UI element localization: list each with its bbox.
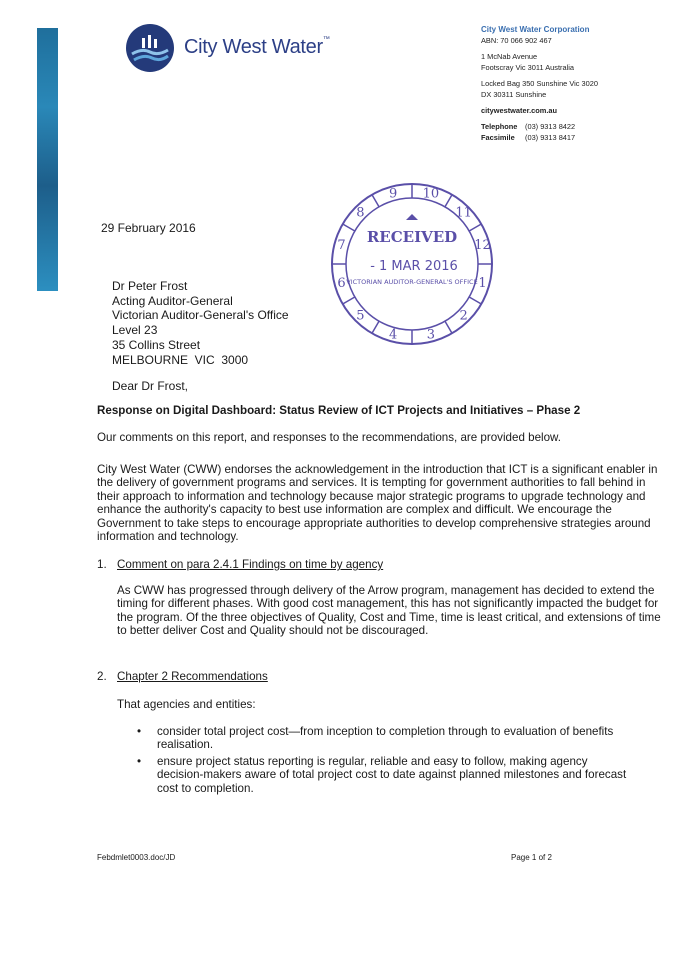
corp-dx: DX 30311 Sunshine: [481, 90, 547, 99]
corp-locked-bag: Locked Bag 350 Sunshine Vic 3020: [481, 79, 598, 88]
list-item: • ensure project status reporting is regular, reliable and easy to follow, making agency decision-makers aware of total project cost to date against planned milestones and forecast cost to completion.: [137, 754, 627, 795]
logo-wordmark: City West Water™: [184, 36, 330, 58]
stamp-ring-tick: [445, 195, 452, 207]
stamp-date: - 1 MAR 2016: [370, 259, 458, 274]
subject-line: Response on Digital Dashboard: Status Review of ICT Projects and Initiatives – Phase 2: [97, 404, 581, 417]
corp-address-1: 1 McNab Avenue: [481, 52, 538, 61]
stamp-ring-number: 1: [478, 275, 487, 291]
section-1-heading: 1. Comment on para 2.4.1 Findings on time by agency: [97, 558, 384, 571]
received-stamp: [328, 180, 496, 348]
stamp-ring-number: 3: [426, 327, 436, 343]
stamp-ring-tick: [343, 224, 355, 231]
paragraph-intro: Our comments on this report, and responses to the recommendations, are provided below.: [97, 431, 561, 444]
stamp-ring-tick: [445, 321, 452, 333]
stamp-ring-number: 12: [474, 238, 491, 254]
stamp-ring-number: 10: [422, 186, 440, 202]
stamp-org: VICTORIAN AUDITOR-GENERAL'S OFFICE: [346, 278, 478, 286]
salutation: Dear Dr Frost,: [112, 379, 189, 393]
section-1-body: As CWW has progressed through delivery of the Arrow program, management has decided to extend the timing for different phases. With good cost management, this has not significantly impacted the budget for the program. Of the three objectives of Quality, Cost and Time, time is least critical, and extensions of time to better deliver Cost and Quality should not be discouraged.: [117, 584, 661, 638]
letter-date: 29 February 2016: [101, 221, 196, 235]
stamp-ring-tick: [469, 224, 481, 231]
corporate-details: [481, 24, 598, 143]
stamp-ring-number: 5: [356, 308, 365, 324]
corp-abn: ABN: 70 066 902 467: [481, 36, 552, 45]
paragraph-endorsement: City West Water (CWW) endorses the acknowledgement in the introduction that ICT is a significant enabler in the delivery of government programs and services. It is tempting for government authorities to fall behind in their approach to information and technology because major strategic programs to upgrade technology and enhance the authority's capacity to best use information are complex and difficult. We encourage the Government to take steps to encourage appropriate authorities to develop comprehensive strategies around information and technology.: [97, 463, 658, 544]
side-color-bar: [37, 28, 58, 291]
stamp-ring-number: 2: [459, 308, 468, 324]
logo-icon: [126, 24, 174, 72]
corp-telephone: Telephone (03) 9313 8422: [481, 122, 576, 131]
footer-reference: Febdmlet0003.doc/JD: [97, 853, 176, 862]
stamp-ring-number: 9: [388, 186, 398, 202]
stamp-ring-number: 6: [337, 275, 346, 291]
recipient-address: Dr Peter Frost Acting Auditor-General Victorian Auditor-General's Office Level 23 35 Collins Street MELBOURNE VIC 3000: [112, 279, 289, 367]
section-2-intro: That agencies and entities:: [117, 698, 256, 711]
stamp-ring-number: 8: [356, 205, 365, 221]
recommendation-list: [133, 725, 633, 798]
stamp-ring-number: 11: [455, 205, 472, 221]
section-2-heading: 2. Chapter 2 Recommendations: [97, 670, 268, 683]
stamp-ring-tick: [469, 297, 481, 304]
corp-address-2: Footscray Vic 3011 Australia: [481, 63, 574, 72]
stamp-ring-number: 7: [337, 238, 346, 254]
corp-name: City West Water Corporation: [481, 25, 590, 34]
corp-facsimile: Facsimile (03) 9313 8417: [481, 133, 576, 142]
stamp-ring-tick: [372, 195, 379, 207]
stamp-ring-tick: [372, 321, 379, 333]
corp-website[interactable]: citywestwater.com.au: [481, 106, 557, 115]
stamp-ring-tick: [343, 297, 355, 304]
stamp-ring-number: 4: [388, 327, 398, 343]
stamp-received: RECEIVED: [366, 228, 458, 246]
list-item: • consider total project cost—from inception to completion through to evaluation of benefits realisation.: [137, 725, 614, 752]
footer-page-number: Page 1 of 2: [511, 853, 552, 862]
